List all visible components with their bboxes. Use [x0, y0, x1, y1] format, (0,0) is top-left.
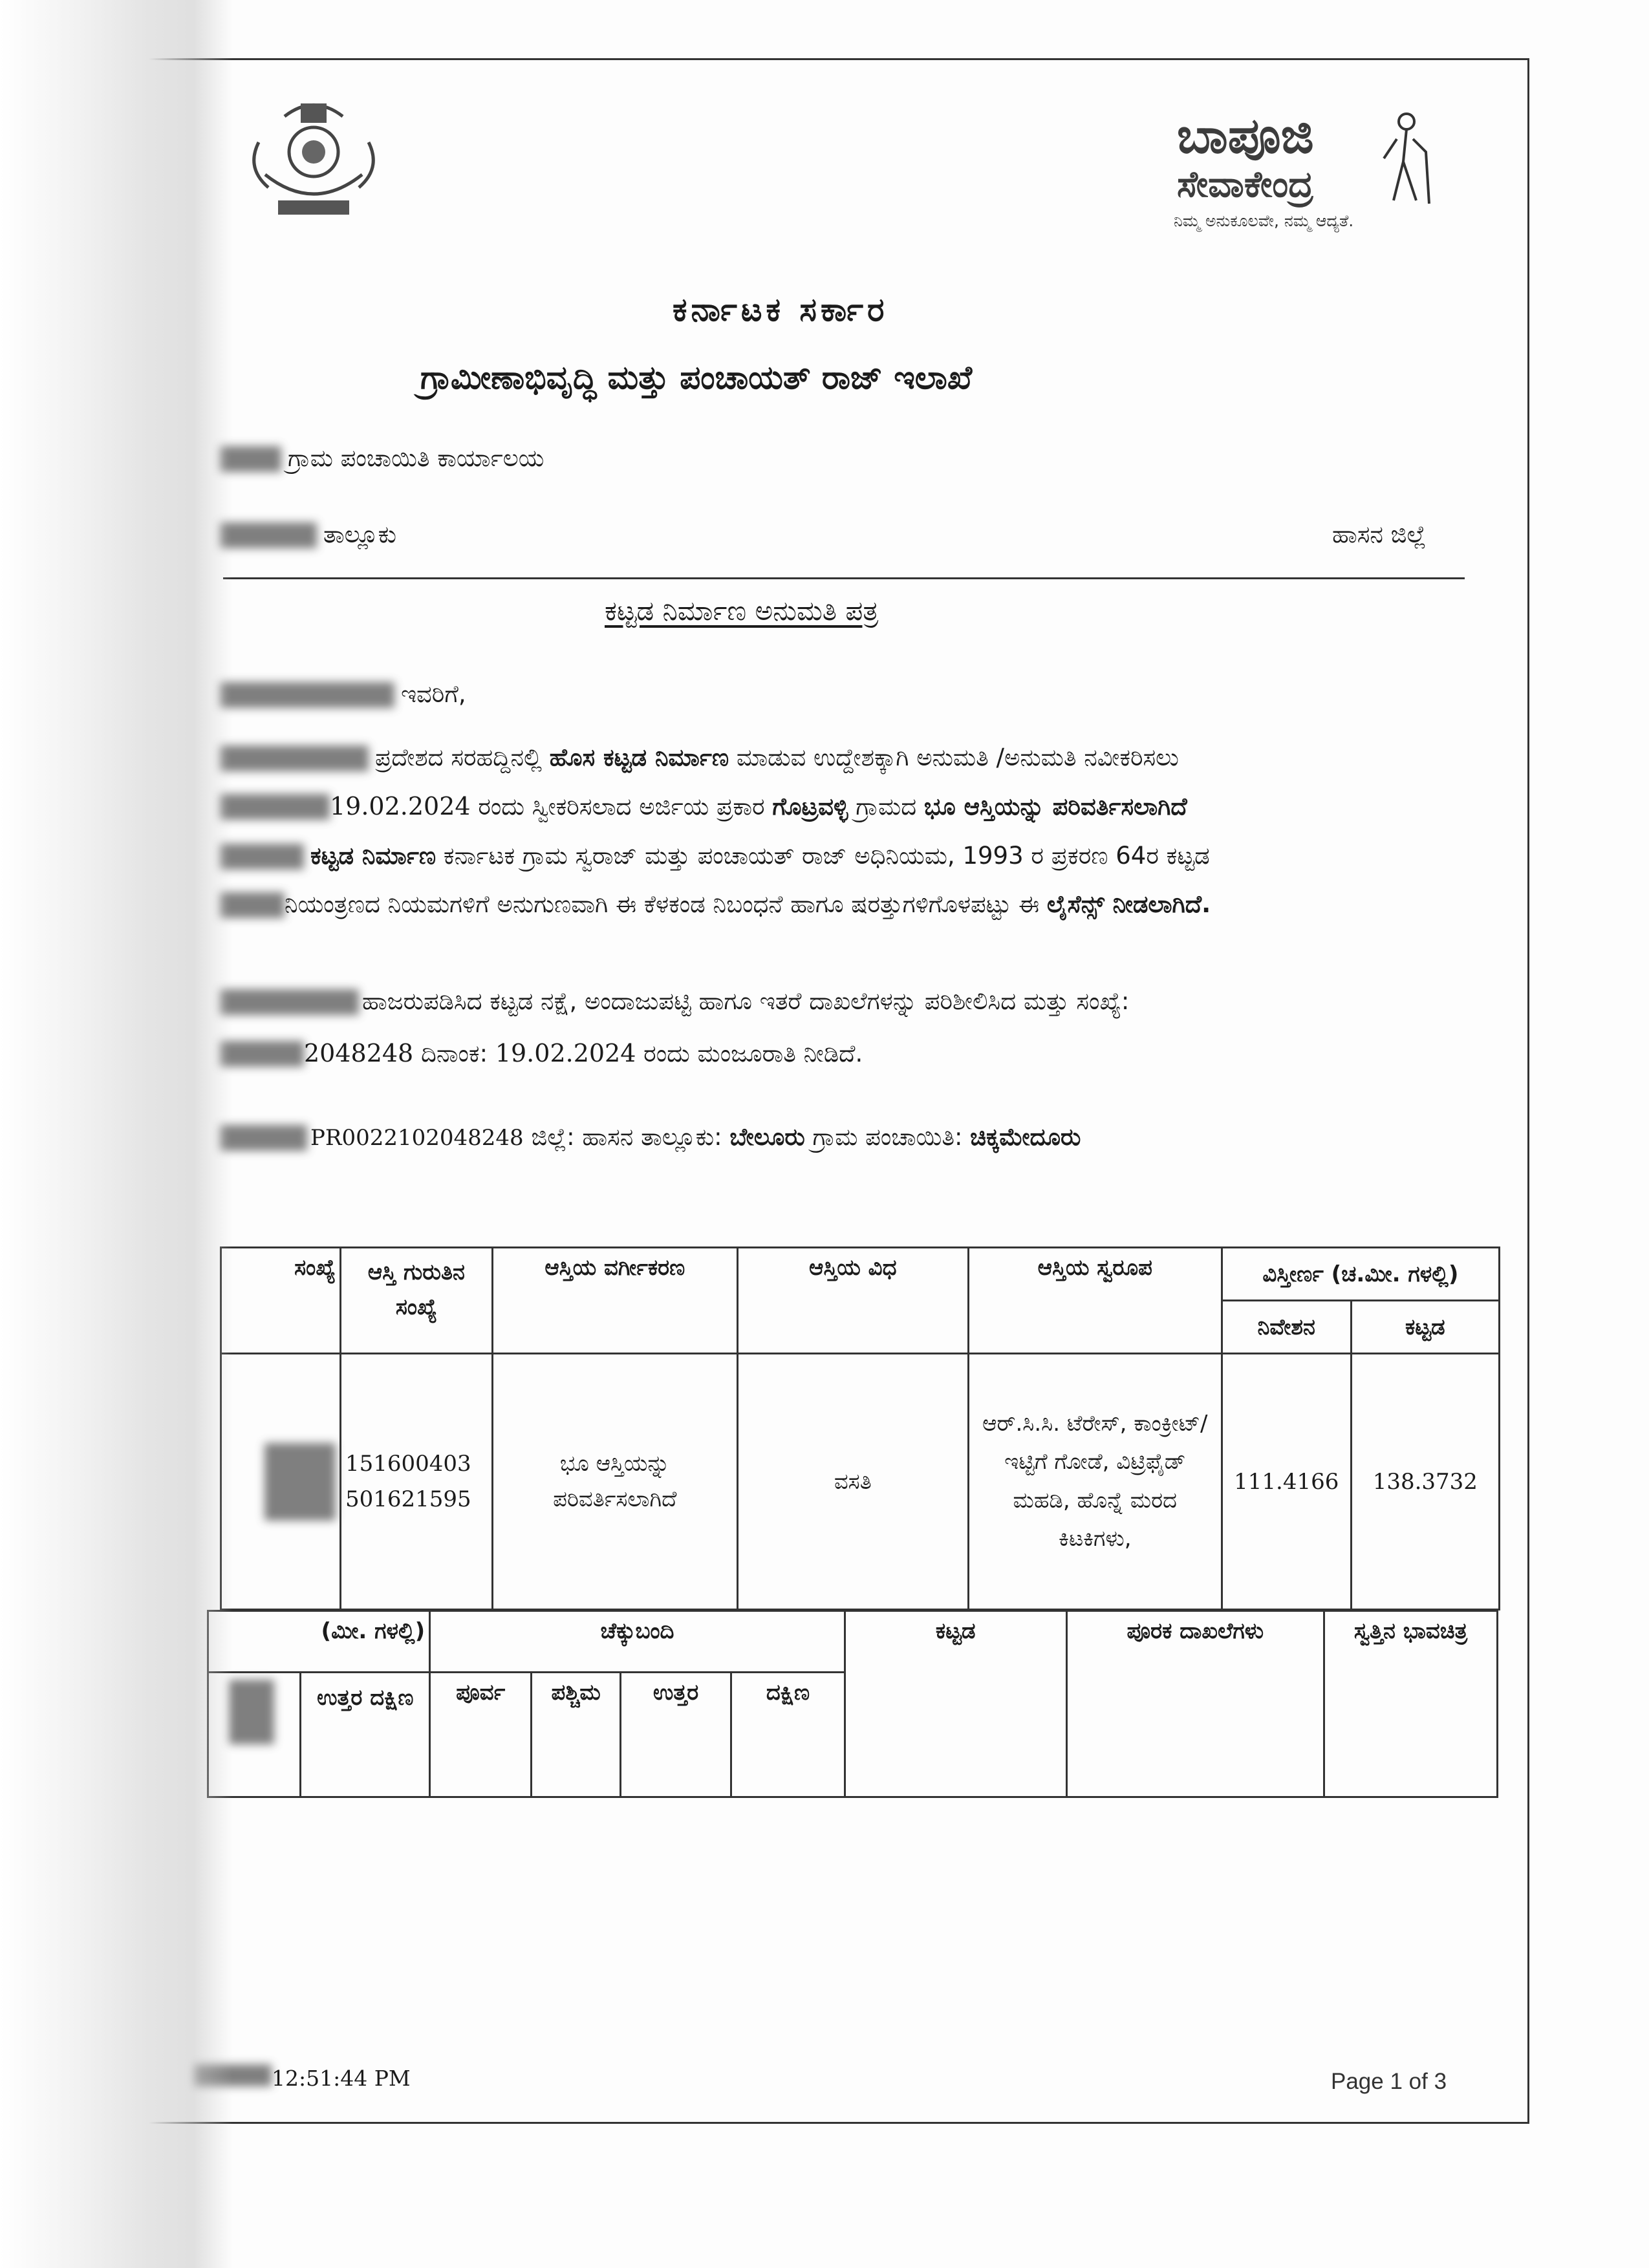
village-name: ಗೊಟ್ರವಳ್ಳಿ — [772, 793, 848, 820]
government-heading: ಕರ್ನಾಟಕ ಸರ್ಕಾರ — [673, 291, 889, 328]
print-time: 12:51:44 PM — [272, 2066, 411, 2091]
table-cell — [1222, 1354, 1351, 1610]
text-run: ಗ್ರಾಮ ಪಂಚಾಯಿತಿ: — [804, 1123, 971, 1151]
redacted-text — [220, 1125, 307, 1151]
table-cell — [968, 1354, 1222, 1610]
redacted-text — [220, 794, 330, 820]
approval-number: 2048248 — [304, 1039, 414, 1067]
header-property-type: ಆಸ್ತಿಯ ವಿಧ — [809, 1255, 897, 1281]
table-header-cell — [1066, 1611, 1324, 1797]
table-header-cell — [301, 1673, 430, 1797]
property-id-line1: 151600403 — [345, 1451, 471, 1477]
header-area: ವಿಸ್ತೀರ್ಣ (ಚ.ಮೀ. ಗಳಲ್ಲಿ) — [1262, 1261, 1459, 1287]
page-number: Page 1 of 3 — [1331, 2069, 1447, 2094]
taluk-name: ಬೇಲೂರು — [729, 1123, 805, 1151]
table-header-cell — [621, 1673, 731, 1797]
application-date: 19.02.2024 — [330, 792, 471, 820]
header-supporting-docs: ಪೂರಕ ದಾಖಲೆಗಳು — [1126, 1618, 1264, 1644]
text-run-bold: ಕಟ್ಟಡ ನಿರ್ಮಾಣ — [310, 842, 436, 870]
text-run-bold: ಭೂ ಆಸ್ತಿಯನ್ನು ಪರಿವರ್ತಿಸಲಾಗಿದೆ — [923, 793, 1187, 820]
table-header-cell — [430, 1611, 845, 1673]
header-property-id: ಆಸ್ತಿ ಗುರುತಿನ ಸಂಖ್ಯೆ — [367, 1259, 465, 1321]
header-building: ಕಟ್ಟಡ — [935, 1618, 976, 1644]
text-run: ರಂದು ಸ್ವೀಕರಿಸಲಾದ ಅರ್ಜಿಯ ಪ್ರಕಾರ — [470, 793, 773, 820]
text-run: ರಂದು ಮಂಜೂರಾತಿ ನೀಡಿದೆ. — [636, 1040, 863, 1067]
property-details-table — [220, 1246, 1500, 1610]
salutation: ಇವರಿಗೆ, — [401, 680, 466, 708]
approval-date: 19.02.2024 — [495, 1039, 636, 1067]
property-classification: ಭೂ ಆಸ್ತಿಯನ್ನು ಪರಿವರ್ತಿಸಲಾಗಿದೆ — [553, 1451, 677, 1512]
header-serial: ಸಂಖ್ಯೆ — [294, 1255, 336, 1281]
scan-shadow — [0, 0, 233, 2268]
text-run: ನಿಯಂತ್ರಣದ ನಿಯಮಗಳಿಗೆ ಅನುಗುಣವಾಗಿ ಈ ಕೆಳಕಂಡ ನಿಬಂಧನೆ ಹಾಗೂ ಷರತ್ತುಗಳಿಗೊಳಪಟ್ಟು ಈ — [285, 890, 1047, 918]
district-label: ಹಾಸನ ಜಿಲ್ಲೆ — [1332, 520, 1427, 548]
text-run: ಮಾಡುವ ಉದ್ದೇಶಕ್ಕಾಗಿ ಅನುಮತಿ /ಅನುಮತಿ ನವೀಕರಿಸಲು — [729, 744, 1179, 771]
header-dimensions: (ಮೀ. ಗಳಲ್ಲಿ) — [321, 1618, 426, 1644]
table-header-cell — [430, 1673, 532, 1797]
paragraph1-line4 — [285, 892, 1211, 916]
text-run-bold: ಲೈಸೆನ್ಸ್ ನೀಡಲಾಗಿದೆ. — [1046, 890, 1211, 918]
table-header-cell — [1351, 1301, 1499, 1354]
header-property-photo: ಸ್ವತ್ತಿನ ಭಾವಚಿತ್ರ — [1353, 1618, 1468, 1644]
property-id-line2: 501621595 — [345, 1486, 471, 1512]
header-property-nature: ಆಸ್ತಿಯ ಸ್ವರೂಪ — [1037, 1255, 1152, 1281]
paragraph1-line3 — [310, 844, 1210, 868]
header-west: ಪಶ್ಚಿಮ — [551, 1680, 601, 1706]
text-run: ಜಿಲ್ಲೆ: ಹಾಸನ ತಾಲ್ಲೂಕು: — [523, 1123, 730, 1151]
text-run: ಪ್ರದೇಶದ ಸರಹದ್ದಿನಲ್ಲಿ — [375, 744, 550, 771]
logo-name-line1: ಬಾಪೂಜಿ — [1177, 107, 1314, 164]
table-header-cell — [1222, 1301, 1351, 1354]
table-header-cell — [221, 1248, 341, 1354]
location-line — [310, 1125, 1081, 1149]
header-boundaries: ಚೆಕ್ಕುಬಂದಿ — [600, 1618, 674, 1644]
text-run-bold: ಹೊಸ ಕಟ್ಟಡ ನಿರ್ಮಾಣ — [549, 744, 729, 771]
taluk-label: ತಾಲ್ಲೂಕು — [323, 520, 397, 548]
text-run: ಗ್ರಾಮದ — [848, 793, 924, 820]
table-cell — [1351, 1354, 1499, 1610]
table-header-cell — [208, 1611, 430, 1673]
document-title: ಕಟ್ಟಡ ನಿರ್ಮಾಣ ಅನುಮತಿ ಪತ್ರ — [605, 595, 879, 626]
table-header-cell — [341, 1248, 493, 1354]
redacted-text — [220, 989, 359, 1015]
property-type: ವಸತಿ — [834, 1468, 872, 1495]
paragraph2-line1: ಹಾಜರುಪಡಿಸಿದ ಕಟ್ಟಡ ನಕ್ಷೆ, ಅಂದಾಜುಪಟ್ಟಿ ಹಾಗೂ ಇತರೆ ದಾಖಲೆಗಳನ್ನು ಪರಿಶೀಲಿಸಿದ ಮತ್ತು ಸಂಖ್ಯೆ: — [362, 987, 1130, 1015]
table-header-cell — [968, 1248, 1222, 1354]
text-run: ದಿನಾಂಕ: — [413, 1040, 495, 1067]
table-cell — [737, 1354, 968, 1610]
table-header-cell — [1222, 1248, 1499, 1301]
header-site: ನಿವೇಶನ — [1257, 1314, 1315, 1340]
logo-name-line2: ಸೇವಾಕೇಂದ್ರ — [1177, 164, 1313, 206]
redacted-text — [220, 682, 394, 708]
redacted-text — [229, 1680, 274, 1744]
paragraph1-line1 — [375, 745, 1179, 769]
logo-tagline: ನಿಮ್ಮ ಅನುಕೂಲವೇ, ನಮ್ಮ ಆದ್ಯತೆ. — [1174, 211, 1354, 230]
table-header-cell — [731, 1673, 845, 1797]
table-cell — [341, 1354, 493, 1610]
header-north: ಉತ್ತರ — [652, 1680, 699, 1706]
boundaries-table — [207, 1610, 1498, 1798]
state-emblem-icon — [239, 91, 388, 233]
table-header-cell — [532, 1673, 621, 1797]
property-code: PR0022102048248 — [310, 1125, 524, 1151]
header-east: ಪೂರ್ವ — [456, 1680, 506, 1706]
text-run: ಕರ್ನಾಟಕ ಗ್ರಾಮ ಸ್ವರಾಜ್ ಮತ್ತು ಪಂಚಾಯತ್ ರಾಜ್ ಅಧಿನಿಯಮ, 1993 ರ ಪ್ರಕರಣ 64ರ ಕಟ್ಟಡ — [436, 842, 1210, 870]
gandhi-figure-icon — [1377, 110, 1436, 207]
table-cell — [492, 1354, 737, 1610]
header-divider — [223, 577, 1465, 579]
redacted-text — [264, 1443, 336, 1521]
building-area: 138.3732 — [1372, 1468, 1478, 1495]
table-header-cell — [1324, 1611, 1497, 1797]
bapuji-seva-kendra-logo — [1164, 107, 1436, 242]
paragraph1-line2 — [330, 794, 1187, 818]
paragraph2-line2 — [304, 1041, 863, 1065]
header-building: ಕಟ್ಟಡ — [1405, 1314, 1445, 1340]
header-south: ದಕ್ಷಿಣ — [766, 1680, 810, 1706]
department-heading: ಗ್ರಾಮೀಣಾಭಿವೃದ್ಧಿ ಮತ್ತು ಪಂಚಾಯತ್ ರಾಜ್ ಇಲಾಖೆ — [420, 359, 973, 396]
gram-panchayat-name: ಚಿಕ್ಕಮೇದೂರು — [970, 1123, 1081, 1151]
property-nature: ಆರ್.ಸಿ.ಸಿ. ಟೆರೇಸ್, ಕಾಂಕ್ರೀಟ್/ಇಟ್ಟಿಗೆ ಗೋಡೆ, ವಿಟ್ರಿಫೈಡ್ ಮಹಡಿ, ಹೊನ್ನೆ ಮರದ ಕಿಟಕಿಗಳು, — [982, 1410, 1208, 1552]
redacted-text — [220, 522, 317, 548]
table-header-cell — [737, 1248, 968, 1354]
table-cell — [221, 1354, 341, 1610]
office-name: ಗ್ರಾಮ ಪಂಚಾಯಿತಿ ಕಾರ್ಯಾಲಯ — [288, 444, 544, 472]
site-area: 111.4166 — [1234, 1468, 1339, 1495]
redacted-text — [220, 745, 369, 771]
header-north-south: ಉತ್ತರ ದಕ್ಷಿಣ — [317, 1685, 414, 1711]
header-classification: ಆಸ್ತಿಯ ವರ್ಗೀಕರಣ — [544, 1255, 685, 1281]
table-header-cell — [845, 1611, 1066, 1797]
table-header-cell — [492, 1248, 737, 1354]
